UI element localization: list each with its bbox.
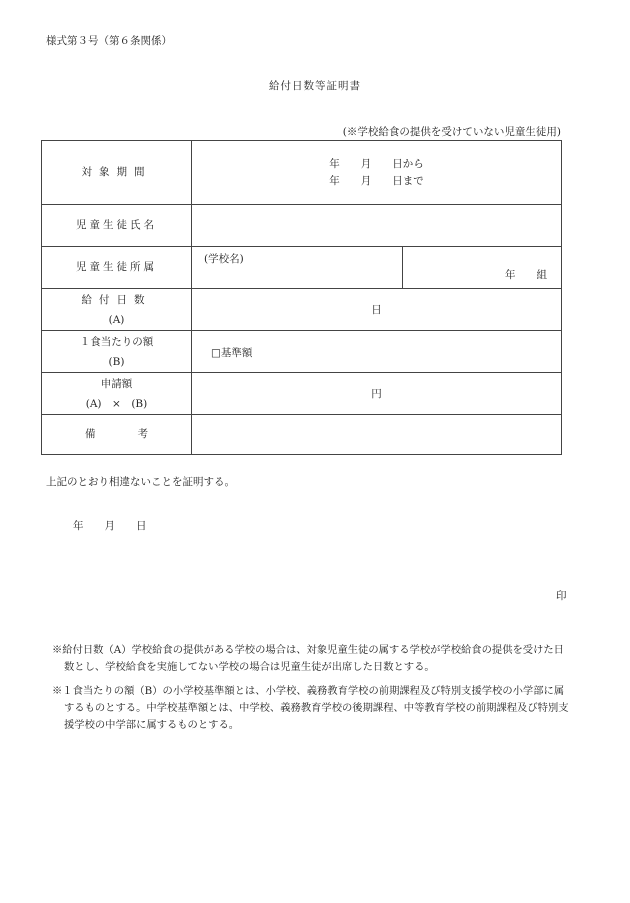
per-meal-row <box>42 331 562 373</box>
note-days-line2: 数とし、学校給食を実施してない学校の場合は児童生徒が出席した日数とする。 <box>64 661 435 673</box>
note-days <box>52 642 592 676</box>
note-per-meal <box>52 683 592 734</box>
note-per-meal-line2: するものとする。中学校基準額とは、中学校、義務教育学校の後期課程、中等教育学校の前期課程及び特別支 <box>64 702 569 714</box>
remarks-field[interactable] <box>192 415 562 455</box>
note-per-meal-line1: ※１食当たりの額（B）の小学校基準額とは、小学校、義務教育学校の前期課程及び特別支援学校の小学部に属 <box>52 685 565 697</box>
student-name-label: 児童生徒氏名 <box>42 205 192 247</box>
note-per-meal-line3: 援学校の中学部に属するものとする。 <box>64 719 240 731</box>
grade-class-label: 年 組 <box>505 269 547 281</box>
remarks-row <box>42 415 562 455</box>
note-days-line1: ※給付日数（A）学校給食の提供がある学校の場合は、対象児童生徒の属する学校が学校給食の提供を受けた日 <box>52 644 564 656</box>
amount-label-cell <box>42 373 192 415</box>
seal-mark: 印 <box>556 590 567 602</box>
amount-unit: 円 <box>371 388 382 400</box>
document-title: 給付日数等証明書 <box>269 80 361 92</box>
period-to: 年 月 日まで <box>329 174 424 187</box>
period-label: 対象期間 <box>42 141 192 205</box>
school-name-field[interactable] <box>192 247 403 289</box>
amount-field[interactable] <box>192 373 562 415</box>
days-sublabel: (A) <box>108 313 125 326</box>
document-subtitle: (※学校給食の提供を受けていない児童生徒用) <box>342 126 561 138</box>
days-label-cell <box>42 289 192 331</box>
days-label: 給付日数 <box>81 293 152 306</box>
per-meal-label: １食当たりの額 <box>79 335 154 348</box>
period-value-cell[interactable] <box>192 141 562 205</box>
period-row <box>42 141 562 205</box>
standard-amount-checkbox[interactable]: □基準額 <box>211 347 253 359</box>
days-unit: 日 <box>371 304 382 316</box>
affiliation-row <box>42 247 562 289</box>
grade-class-field[interactable] <box>403 247 562 289</box>
amount-sublabel: (A) × (B) <box>85 397 148 410</box>
days-field[interactable] <box>192 289 562 331</box>
per-meal-field[interactable] <box>192 331 562 373</box>
amount-row <box>42 373 562 415</box>
per-meal-label-cell <box>42 331 192 373</box>
days-row <box>42 289 562 331</box>
period-from: 年 月 日から <box>329 157 424 170</box>
amount-label: 申請額 <box>100 377 133 390</box>
student-name-row <box>42 205 562 247</box>
student-name-field[interactable] <box>192 205 562 247</box>
remarks-label: 備 考 <box>42 415 192 455</box>
certification-date: 年 月 日 <box>73 520 147 532</box>
affiliation-label: 児童生徒所属 <box>42 247 192 289</box>
certification-statement: 上記のとおり相違ないことを証明する。 <box>46 476 235 488</box>
form-number: 様式第３号（第６条関係） <box>46 35 172 47</box>
certificate-table <box>41 140 562 455</box>
school-name-label: (学校名) <box>204 253 244 265</box>
per-meal-sublabel: (B) <box>108 355 125 368</box>
